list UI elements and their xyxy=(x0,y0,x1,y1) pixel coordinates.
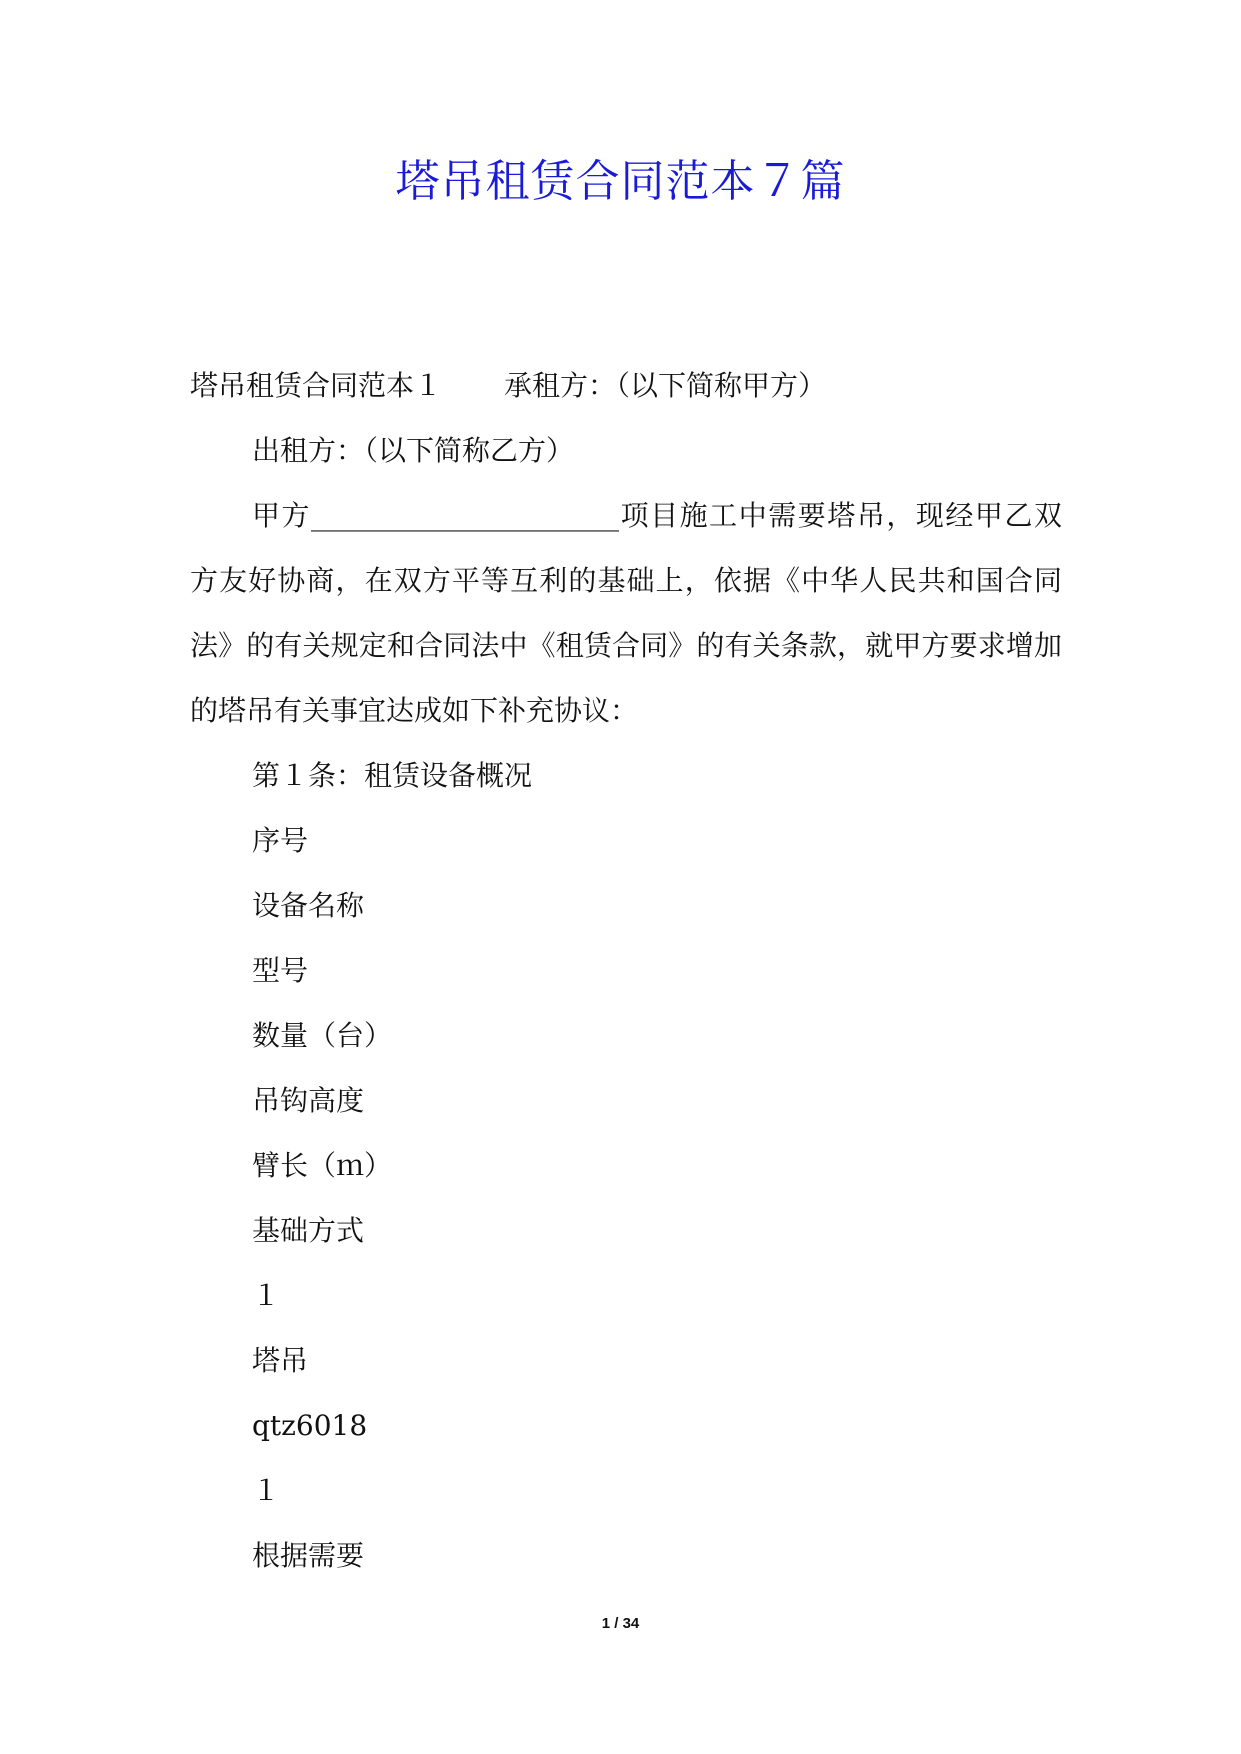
first-line xyxy=(190,353,1062,418)
table-header-cell: 基础方式 xyxy=(252,1214,365,1247)
table-cell: 根据需要 xyxy=(252,1539,365,1572)
document-title: 塔吊租赁合同范本７篇 xyxy=(395,156,846,207)
table-header-cell: 吊钩高度 xyxy=(252,1084,365,1117)
paragraph: 出租方：（以下简称乙方） xyxy=(252,434,575,467)
paragraph: 甲方______________________项目施工中需要塔吊，现经甲乙双方友好协商，在双方平等互利的基础上，依据《中华人民共和国合同法》的有关规定和合同法中《租赁合同》的有关条款，就甲方要求增加的塔吊有关事宜达成如下补充协议： xyxy=(190,499,1062,727)
table-cell: 塔吊 xyxy=(252,1344,309,1377)
table-header-cell: 型号 xyxy=(252,954,309,987)
table-cell: １ xyxy=(252,1474,281,1507)
page-indicator: 1 / 34 xyxy=(601,1615,640,1632)
section-heading: 第１条：租赁设备概况 xyxy=(252,759,533,792)
table-cell: １ xyxy=(252,1279,281,1312)
table-cell: qtz6018 xyxy=(252,1409,368,1442)
table-header-cell: 设备名称 xyxy=(252,889,365,922)
contract-heading: 塔吊租赁合同范本１ xyxy=(190,369,443,402)
document-body xyxy=(190,353,1062,1588)
table-header-cell: 数量（台） xyxy=(252,1019,393,1052)
table-header-cell: 序号 xyxy=(252,824,309,857)
lessee-line: 承租方：（以下简称甲方） xyxy=(504,369,827,402)
table-header-cell: 臂长（ｍ） xyxy=(252,1149,393,1182)
